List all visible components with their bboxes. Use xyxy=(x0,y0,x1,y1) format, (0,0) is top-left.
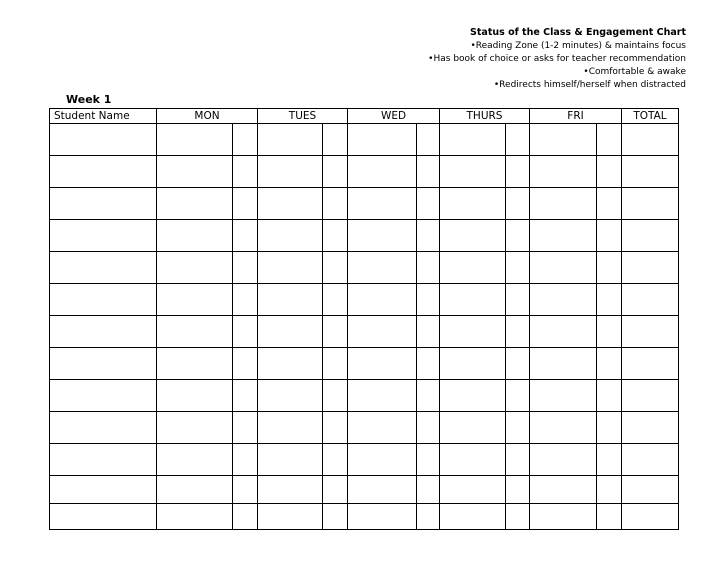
cell-divider xyxy=(232,284,233,315)
total-cell[interactable] xyxy=(622,188,679,220)
mon-cell[interactable] xyxy=(157,188,258,220)
cell-divider xyxy=(505,156,506,187)
cell-divider xyxy=(416,284,417,315)
total-cell[interactable] xyxy=(622,316,679,348)
total-cell[interactable] xyxy=(622,124,679,156)
col-header-mon: MON xyxy=(157,109,258,124)
thurs-cell[interactable] xyxy=(440,412,530,444)
tues-cell[interactable] xyxy=(258,380,348,412)
cell-divider xyxy=(232,504,233,529)
fri-cell[interactable] xyxy=(530,252,622,284)
wed-cell[interactable] xyxy=(348,348,440,380)
cell-divider xyxy=(416,444,417,475)
cell-divider xyxy=(232,412,233,443)
col-header-total: TOTAL xyxy=(622,109,679,124)
student-name-cell[interactable] xyxy=(50,124,157,156)
student-row xyxy=(50,220,679,252)
student-name-cell[interactable] xyxy=(50,380,157,412)
cell-divider xyxy=(505,380,506,411)
student-row xyxy=(50,380,679,412)
thurs-cell[interactable] xyxy=(440,444,530,476)
cell-divider xyxy=(322,504,323,529)
student-row xyxy=(50,252,679,284)
fri-cell[interactable] xyxy=(530,380,622,412)
tues-cell[interactable] xyxy=(258,252,348,284)
cell-divider xyxy=(322,348,323,379)
thurs-cell[interactable] xyxy=(440,476,530,504)
student-name-cell[interactable] xyxy=(50,252,157,284)
mon-cell[interactable] xyxy=(157,380,258,412)
criterion-comfortable: •Comfortable & awake xyxy=(583,67,686,77)
total-cell[interactable] xyxy=(622,504,679,530)
fri-cell[interactable] xyxy=(530,156,622,188)
cell-divider xyxy=(416,476,417,503)
mon-cell[interactable] xyxy=(157,476,258,504)
criterion-redirects: •Redirects himself/herself when distracted xyxy=(493,80,686,90)
tues-cell[interactable] xyxy=(258,156,348,188)
student-name-cell[interactable] xyxy=(50,188,157,220)
cell-divider xyxy=(505,412,506,443)
week-label: Week 1 xyxy=(66,93,112,106)
cell-divider xyxy=(596,252,597,283)
tues-cell[interactable] xyxy=(258,348,348,380)
total-cell[interactable] xyxy=(622,348,679,380)
cell-divider xyxy=(232,444,233,475)
student-row xyxy=(50,124,679,156)
cell-divider xyxy=(596,444,597,475)
tues-cell[interactable] xyxy=(258,444,348,476)
cell-divider xyxy=(232,316,233,347)
wed-cell[interactable] xyxy=(348,188,440,220)
tues-cell[interactable] xyxy=(258,476,348,504)
total-cell[interactable] xyxy=(622,412,679,444)
col-header-student-name: Student Name xyxy=(50,109,157,124)
cell-divider xyxy=(416,348,417,379)
cell-divider xyxy=(596,412,597,443)
chart-title: Status of the Class & Engagement Chart xyxy=(470,27,686,38)
cell-divider xyxy=(322,188,323,219)
wed-cell[interactable] xyxy=(348,252,440,284)
cell-divider xyxy=(232,156,233,187)
thurs-cell[interactable] xyxy=(440,316,530,348)
cell-divider xyxy=(322,380,323,411)
wed-cell[interactable] xyxy=(348,124,440,156)
total-cell[interactable] xyxy=(622,220,679,252)
student-row xyxy=(50,444,679,476)
mon-cell[interactable] xyxy=(157,124,258,156)
cell-divider xyxy=(505,188,506,219)
cell-divider xyxy=(416,412,417,443)
mon-cell[interactable] xyxy=(157,412,258,444)
wed-cell[interactable] xyxy=(348,220,440,252)
student-row xyxy=(50,156,679,188)
col-header-thurs: THURS xyxy=(440,109,530,124)
mon-cell[interactable] xyxy=(157,444,258,476)
thurs-cell[interactable] xyxy=(440,284,530,316)
student-name-cell[interactable] xyxy=(50,348,157,380)
mon-cell[interactable] xyxy=(157,348,258,380)
total-cell[interactable] xyxy=(622,380,679,412)
cell-divider xyxy=(322,316,323,347)
thurs-cell[interactable] xyxy=(440,124,530,156)
col-header-wed: WED xyxy=(348,109,440,124)
cell-divider xyxy=(416,188,417,219)
total-cell[interactable] xyxy=(622,156,679,188)
mon-cell[interactable] xyxy=(157,504,258,530)
cell-divider xyxy=(505,444,506,475)
cell-divider xyxy=(416,504,417,529)
thurs-cell[interactable] xyxy=(440,252,530,284)
student-row xyxy=(50,284,679,316)
chart-header xyxy=(428,26,686,92)
total-cell[interactable] xyxy=(622,444,679,476)
student-row xyxy=(50,504,679,530)
student-row xyxy=(50,412,679,444)
cell-divider xyxy=(322,252,323,283)
fri-cell[interactable] xyxy=(530,476,622,504)
wed-cell[interactable] xyxy=(348,444,440,476)
cell-divider xyxy=(416,124,417,155)
student-name-cell[interactable] xyxy=(50,316,157,348)
tues-cell[interactable] xyxy=(258,220,348,252)
thurs-cell[interactable] xyxy=(440,504,530,530)
mon-cell[interactable] xyxy=(157,284,258,316)
wed-cell[interactable] xyxy=(348,284,440,316)
wed-cell[interactable] xyxy=(348,412,440,444)
cell-divider xyxy=(596,220,597,251)
cell-divider xyxy=(596,156,597,187)
fri-cell[interactable] xyxy=(530,284,622,316)
cell-divider xyxy=(416,220,417,251)
cell-divider xyxy=(322,124,323,155)
student-name-cell[interactable] xyxy=(50,476,157,504)
cell-divider xyxy=(596,476,597,503)
mon-cell[interactable] xyxy=(157,220,258,252)
cell-divider xyxy=(322,156,323,187)
cell-divider xyxy=(596,124,597,155)
total-cell[interactable] xyxy=(622,284,679,316)
student-name-cell[interactable] xyxy=(50,284,157,316)
thurs-cell[interactable] xyxy=(440,156,530,188)
fri-cell[interactable] xyxy=(530,444,622,476)
cell-divider xyxy=(232,380,233,411)
tues-cell[interactable] xyxy=(258,504,348,530)
cell-divider xyxy=(596,380,597,411)
cell-divider xyxy=(416,380,417,411)
cell-divider xyxy=(505,284,506,315)
total-cell[interactable] xyxy=(622,476,679,504)
student-name-cell[interactable] xyxy=(50,504,157,530)
student-name-cell[interactable] xyxy=(50,444,157,476)
cell-divider xyxy=(505,220,506,251)
cell-divider xyxy=(232,124,233,155)
fri-cell[interactable] xyxy=(530,124,622,156)
cell-divider xyxy=(232,252,233,283)
fri-cell[interactable] xyxy=(530,188,622,220)
fri-cell[interactable] xyxy=(530,316,622,348)
cell-divider xyxy=(232,188,233,219)
criterion-book-choice: •Has book of choice or asks for teacher recommendation xyxy=(428,54,686,64)
cell-divider xyxy=(596,188,597,219)
fri-cell[interactable] xyxy=(530,504,622,530)
cell-divider xyxy=(505,316,506,347)
thurs-cell[interactable] xyxy=(440,348,530,380)
fri-cell[interactable] xyxy=(530,220,622,252)
total-cell[interactable] xyxy=(622,252,679,284)
cell-divider xyxy=(232,348,233,379)
cell-divider xyxy=(596,316,597,347)
thurs-cell[interactable] xyxy=(440,188,530,220)
tues-cell[interactable] xyxy=(258,316,348,348)
cell-divider xyxy=(596,504,597,529)
student-row xyxy=(50,316,679,348)
mon-cell[interactable] xyxy=(157,156,258,188)
wed-cell[interactable] xyxy=(348,476,440,504)
cell-divider xyxy=(322,476,323,503)
tues-cell[interactable] xyxy=(258,284,348,316)
wed-cell[interactable] xyxy=(348,380,440,412)
cell-divider xyxy=(232,220,233,251)
tues-cell[interactable] xyxy=(258,124,348,156)
student-name-cell[interactable] xyxy=(50,220,157,252)
cell-divider xyxy=(232,476,233,503)
criterion-reading-zone: •Reading Zone (1-2 minutes) & maintains focus xyxy=(470,41,686,51)
engagement-table xyxy=(49,108,679,530)
table-header-row xyxy=(50,109,679,124)
cell-divider xyxy=(416,252,417,283)
student-name-cell[interactable] xyxy=(50,156,157,188)
thurs-cell[interactable] xyxy=(440,220,530,252)
fri-cell[interactable] xyxy=(530,348,622,380)
cell-divider xyxy=(505,476,506,503)
cell-divider xyxy=(596,348,597,379)
student-row xyxy=(50,188,679,220)
mon-cell[interactable] xyxy=(157,252,258,284)
cell-divider xyxy=(596,284,597,315)
cell-divider xyxy=(505,124,506,155)
cell-divider xyxy=(416,156,417,187)
student-row xyxy=(50,476,679,504)
col-header-tues: TUES xyxy=(258,109,348,124)
wed-cell[interactable] xyxy=(348,504,440,530)
student-row xyxy=(50,348,679,380)
thurs-cell[interactable] xyxy=(440,380,530,412)
fri-cell[interactable] xyxy=(530,412,622,444)
cell-divider xyxy=(416,316,417,347)
wed-cell[interactable] xyxy=(348,316,440,348)
cell-divider xyxy=(322,284,323,315)
cell-divider xyxy=(322,220,323,251)
col-header-fri: FRI xyxy=(530,109,622,124)
wed-cell[interactable] xyxy=(348,156,440,188)
cell-divider xyxy=(505,252,506,283)
cell-divider xyxy=(505,348,506,379)
cell-divider xyxy=(322,444,323,475)
student-name-cell[interactable] xyxy=(50,412,157,444)
tues-cell[interactable] xyxy=(258,412,348,444)
mon-cell[interactable] xyxy=(157,316,258,348)
cell-divider xyxy=(505,504,506,529)
cell-divider xyxy=(322,412,323,443)
tues-cell[interactable] xyxy=(258,188,348,220)
